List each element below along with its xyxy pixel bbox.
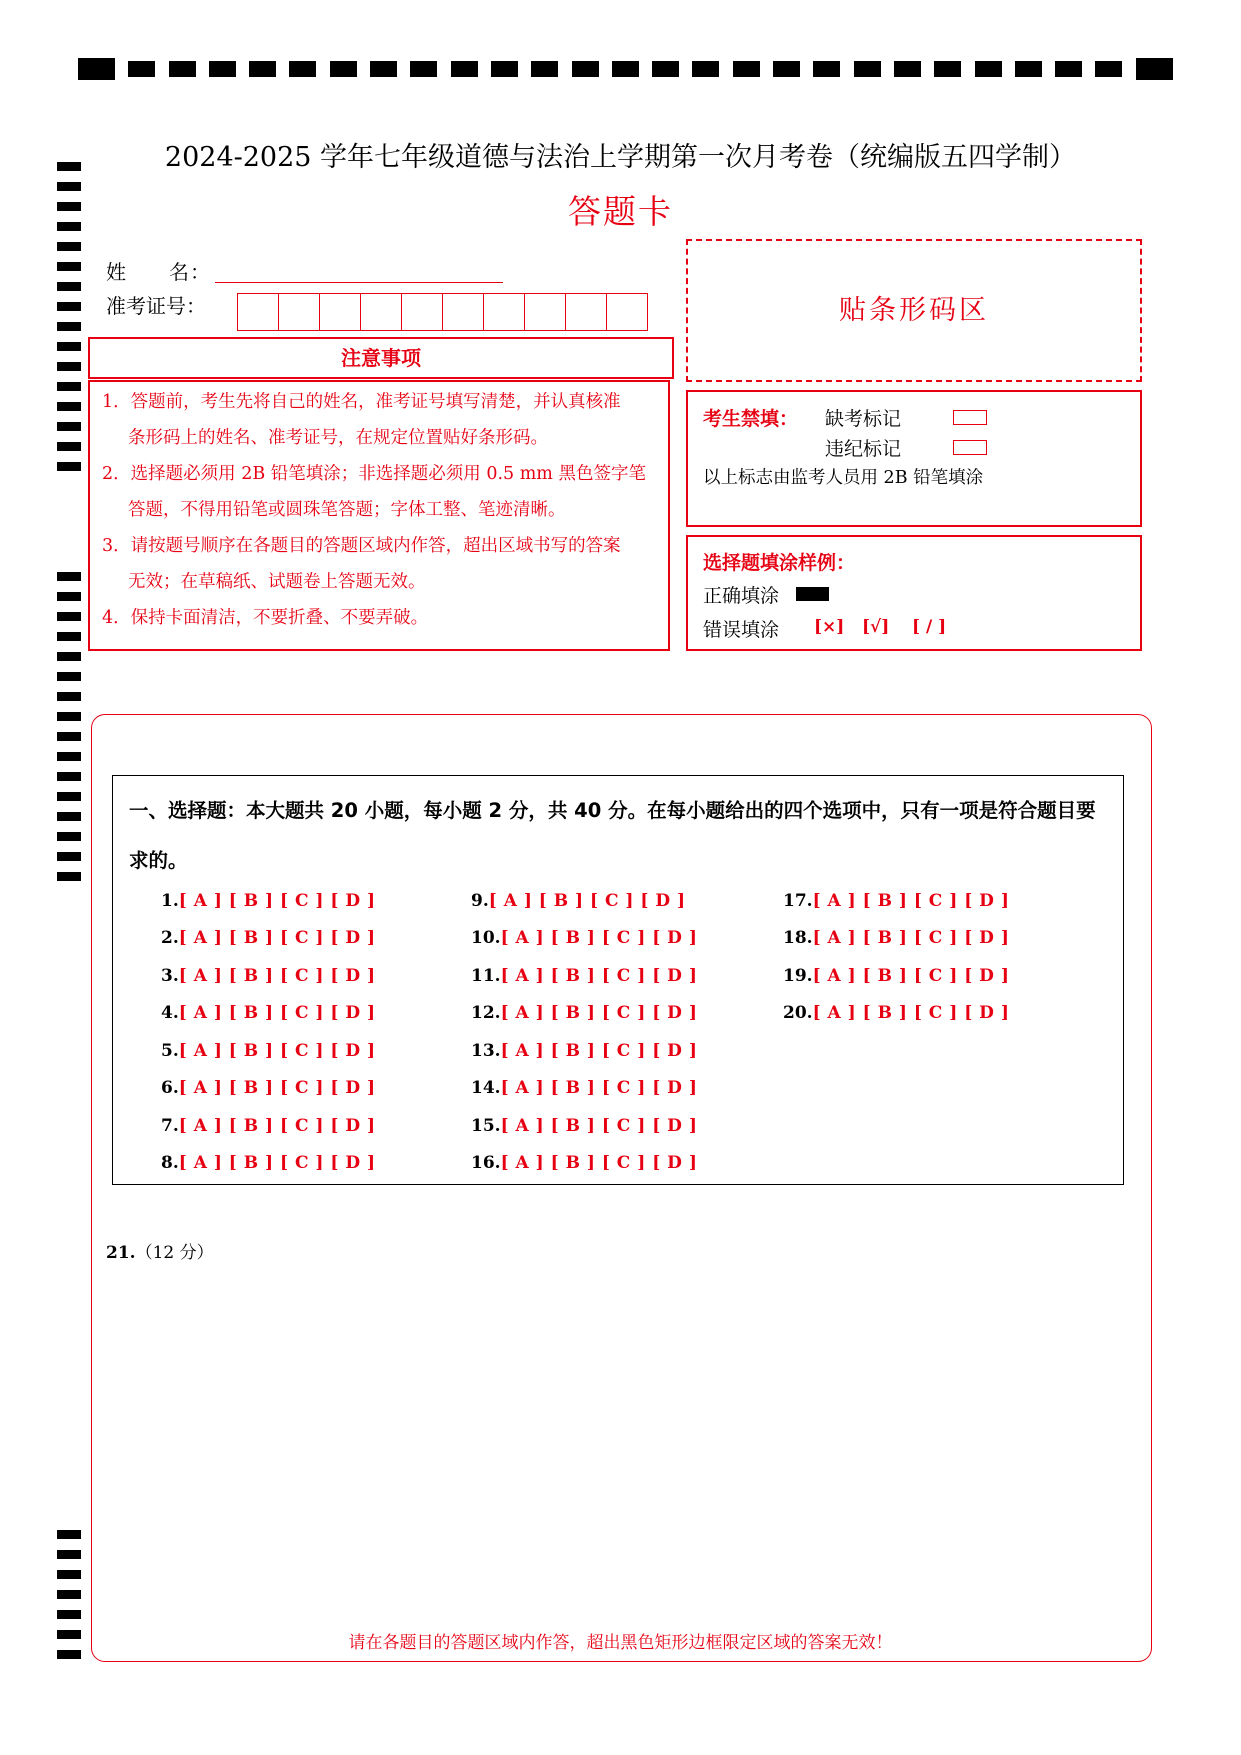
- answer-options[interactable]: [ A ] [ B ] [ C ] [ D ]: [500, 1041, 698, 1061]
- exam-id-digit-box[interactable]: [320, 294, 361, 330]
- answer-card-title: 答题卡: [568, 192, 673, 231]
- question-row: 17.[ A ] [ B ] [ C ] [ D ]: [783, 891, 1010, 911]
- correct-fill-label: 正确填涂: [703, 585, 780, 607]
- notice-box: [88, 380, 670, 651]
- wrong-mark-cross: [×]: [814, 617, 845, 637]
- answer-options[interactable]: [ A ] [ B ] [ C ] [ D ]: [812, 966, 1010, 986]
- mc-instructions: 一、选择题：本大题共 20 小题，每小题 2 分，共 40 分。在每小题给出的四个选项中，只有一项是符合题目要求的。: [129, 799, 1096, 872]
- proctor-marks-box: [686, 390, 1142, 527]
- question-row: 16.[ A ] [ B ] [ C ] [ D ]: [471, 1153, 698, 1173]
- answer-options[interactable]: [ A ] [ B ] [ C ] [ D ]: [500, 1003, 698, 1023]
- answer-options[interactable]: [ A ] [ B ] [ C ] [ D ]: [178, 928, 376, 948]
- answer-options[interactable]: [ A ] [ B ] [ C ] [ D ]: [500, 966, 698, 986]
- exam-id-digit-box[interactable]: [443, 294, 484, 330]
- question-row: 6.[ A ] [ B ] [ C ] [ D ]: [161, 1078, 376, 1098]
- question-row: 19.[ A ] [ B ] [ C ] [ D ]: [783, 966, 1010, 986]
- exam-id-digit-box[interactable]: [607, 294, 647, 330]
- answer-options[interactable]: [ A ] [ B ] [ C ] [ D ]: [812, 891, 1010, 911]
- sample-heading: 选择题填涂样例：: [703, 552, 856, 574]
- answer-options[interactable]: [ A ] [ B ] [ C ] [ D ]: [812, 1003, 1010, 1023]
- left-timing-marks-middle: [57, 572, 81, 892]
- notice-heading: 注意事项: [88, 337, 674, 379]
- wrong-mark-check: [√]: [862, 617, 890, 637]
- absent-mark-label: 缺考标记: [825, 408, 902, 430]
- fill-sample-box: [686, 535, 1142, 651]
- notice-item: 4．保持卡面清洁，不要折叠、不要弄破。: [102, 608, 429, 628]
- question-row: 13.[ A ] [ B ] [ C ] [ D ]: [471, 1041, 698, 1061]
- answer-options[interactable]: [ A ] [ B ] [ C ] [ D ]: [500, 1153, 698, 1173]
- question-row: 10.[ A ] [ B ] [ C ] [ D ]: [471, 928, 698, 948]
- footer-warning: 请在各题目的答题区域内作答，超出黑色矩形边框限定区域的答案无效！: [348, 1633, 893, 1653]
- exam-id-digit-box[interactable]: [238, 294, 279, 330]
- exam-id-digit-box[interactable]: [402, 294, 443, 330]
- answer-options[interactable]: [ A ] [ B ] [ C ] [ D ]: [178, 1003, 376, 1023]
- answer-options[interactable]: [ A ] [ B ] [ C ] [ D ]: [178, 1153, 376, 1173]
- absent-mark-box[interactable]: [953, 410, 987, 425]
- notice-item: 3．请按题号顺序在各题目的答题区域内作答，超出区域书写的答案 无效；在草稿纸、试题卷上答题无效。: [102, 536, 621, 592]
- exam-id-digit-box[interactable]: [525, 294, 566, 330]
- exam-id-digit-box[interactable]: [279, 294, 320, 330]
- answer-options[interactable]: [ A ] [ B ] [ C ] [ D ]: [500, 928, 698, 948]
- question-row: 3.[ A ] [ B ] [ C ] [ D ]: [161, 966, 376, 986]
- barcode-area: 贴条形码区: [686, 239, 1142, 382]
- question-21-answer-space[interactable]: [106, 1270, 1136, 1610]
- question-row: 9.[ A ] [ B ] [ C ] [ D ]: [471, 891, 686, 911]
- correct-fill-sample: [796, 587, 829, 601]
- question-21-heading: 21.（12 分）: [106, 1243, 214, 1263]
- exam-id-digit-box[interactable]: [361, 294, 402, 330]
- forbid-label: 考生禁填：: [703, 408, 799, 430]
- violation-mark-box[interactable]: [953, 440, 987, 455]
- question-row: 8.[ A ] [ B ] [ C ] [ D ]: [161, 1153, 376, 1173]
- question-row: 2.[ A ] [ B ] [ C ] [ D ]: [161, 928, 376, 948]
- exam-id-digit-box[interactable]: [566, 294, 607, 330]
- answer-options[interactable]: [ A ] [ B ] [ C ] [ D ]: [500, 1078, 698, 1098]
- answer-options[interactable]: [ A ] [ B ] [ C ] [ D ]: [178, 1041, 376, 1061]
- name-field[interactable]: [215, 282, 503, 283]
- question-row: 1.[ A ] [ B ] [ C ] [ D ]: [161, 891, 376, 911]
- wrong-mark-slash: [ / ]: [912, 617, 947, 637]
- exam-title: 2024-2025 学年七年级道德与法治上学期第一次月考卷（统编版五四学制）: [164, 142, 1077, 173]
- violation-mark-label: 违纪标记: [825, 438, 902, 460]
- answer-options[interactable]: [ A ] [ B ] [ C ] [ D ]: [500, 1116, 698, 1136]
- question-row: 12.[ A ] [ B ] [ C ] [ D ]: [471, 1003, 698, 1023]
- question-row: 4.[ A ] [ B ] [ C ] [ D ]: [161, 1003, 376, 1023]
- answer-options[interactable]: [ A ] [ B ] [ C ] [ D ]: [178, 891, 376, 911]
- question-row: 5.[ A ] [ B ] [ C ] [ D ]: [161, 1041, 376, 1061]
- notice-item: 2．选择题必须用 2B 铅笔填涂；非选择题必须用 0.5 mm 黑色签字笔 答题，不得用铅笔或圆珠笔答题；字体工整、笔迹清晰。: [102, 464, 646, 520]
- top-timing-marks: [78, 58, 1173, 80]
- exam-id-label: 准考证号：: [106, 294, 206, 318]
- question-row: 18.[ A ] [ B ] [ C ] [ D ]: [783, 928, 1010, 948]
- question-row: 15.[ A ] [ B ] [ C ] [ D ]: [471, 1116, 698, 1136]
- question-row: 20.[ A ] [ B ] [ C ] [ D ]: [783, 1003, 1010, 1023]
- exam-id-boxes[interactable]: [237, 293, 648, 331]
- wrong-fill-label: 错误填涂: [703, 619, 780, 641]
- question-row: 14.[ A ] [ B ] [ C ] [ D ]: [471, 1078, 698, 1098]
- multiple-choice-section: [112, 775, 1124, 1185]
- answer-options[interactable]: [ A ] [ B ] [ C ] [ D ]: [178, 1078, 376, 1098]
- answer-options[interactable]: [ A ] [ B ] [ C ] [ D ]: [488, 891, 686, 911]
- notice-item: 1．答题前，考生先将自己的姓名，准考证号填写清楚，并认真核准 条形码上的姓名、准考证号，在规定位置贴好条形码。: [102, 392, 621, 448]
- question-row: 11.[ A ] [ B ] [ C ] [ D ]: [471, 966, 698, 986]
- proctor-note: 以上标志由监考人员用 2B 铅笔填涂: [703, 468, 984, 488]
- answer-options[interactable]: [ A ] [ B ] [ C ] [ D ]: [178, 966, 376, 986]
- question-row: 7.[ A ] [ B ] [ C ] [ D ]: [161, 1116, 376, 1136]
- answer-options[interactable]: [ A ] [ B ] [ C ] [ D ]: [812, 928, 1010, 948]
- answer-options[interactable]: [ A ] [ B ] [ C ] [ D ]: [178, 1116, 376, 1136]
- name-label: 姓 名：: [106, 260, 211, 284]
- exam-id-digit-box[interactable]: [484, 294, 525, 330]
